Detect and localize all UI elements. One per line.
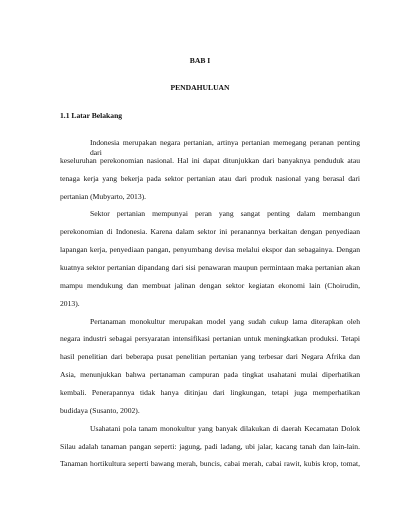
paragraph-line: negara industri sebagai persyaratan intensifikasi pertanian untuk meningkatkan produksi. Tetapi [60,334,360,344]
paragraph-line: Sektor pertanian mempunyai peran yang sangat penting dalam membangun [90,209,360,219]
paragraph-line: mampu mendukung dan membuat jalinan dengan sektor kegiatan ekonomi lain (Choirudin, [60,280,360,290]
paragraph-line: tenaga kerja yang bekerja pada sektor pertanian atau dari produk nasional yang berasal dari [60,173,360,183]
paragraph-line: Silau adalah tanaman pangan seperti: jagung, padi ladang, ubi jalar, kacang tanah dan lain-lain. [60,441,360,451]
paragraph-line: kembali. Penerapannya tidak hanya ditinjau dari lingkungan, tetapi juga memperhatikan [60,387,360,397]
paragraph-line: pertanian (Mubyarto, 2013). [60,191,147,201]
paragraph-line: Usahatani pola tanam monokultur yang banyak dilakukan di daerah Kecamatan Dolok [90,423,360,433]
paragraph-line: budidaya (Susanto, 2002). [60,405,140,415]
paragraph-line: 2013). [60,298,80,308]
paragraph-line: Indonesia merupakan negara pertanian, artinya pertanian memegang peranan penting dari [90,138,360,157]
paragraph-line: kuatnya sektor pertanian dipandang dari sisi penawaran maupun permintaan maka pertanian akan [60,263,360,272]
paragraph-line: hasil penelitian dari beberapa pusat penelitian pertanian yang terbesar dari Negara Afrika dan [60,352,360,362]
paragraph-line: Pertanaman monokultur merupakan model yang sudah cukup lama diterapkan oleh [90,316,360,326]
chapter-number: BAB I [189,56,211,65]
section-heading: 1.1 Latar Belakang [60,111,123,120]
paragraph-line: perekonomian di Indonesia. Karena dalam sektor ini peranannya berkaitan dengan penyediaan [60,227,360,237]
paragraph-line: Asia, menunjukkan bahwa pertanaman campuran pada tingkat usahatani mulai diperhatikan [60,370,360,380]
paragraph-line: lapangan kerja, penyediaan pangan, penyumbang devisa melalui ekspor dan sebagainya. Dengan [60,245,360,255]
chapter-title: PENDAHULUAN [170,83,230,92]
paragraph-line: keseluruhan perekonomian nasional. Hal ini dapat ditunjukkan dari banyaknya penduduk atau [60,155,360,165]
paragraph-line: Tanaman hortikultura seperti bawang merah, buncis, cabai merah, cabai rawit, kubis krop, tomat, [60,459,360,469]
